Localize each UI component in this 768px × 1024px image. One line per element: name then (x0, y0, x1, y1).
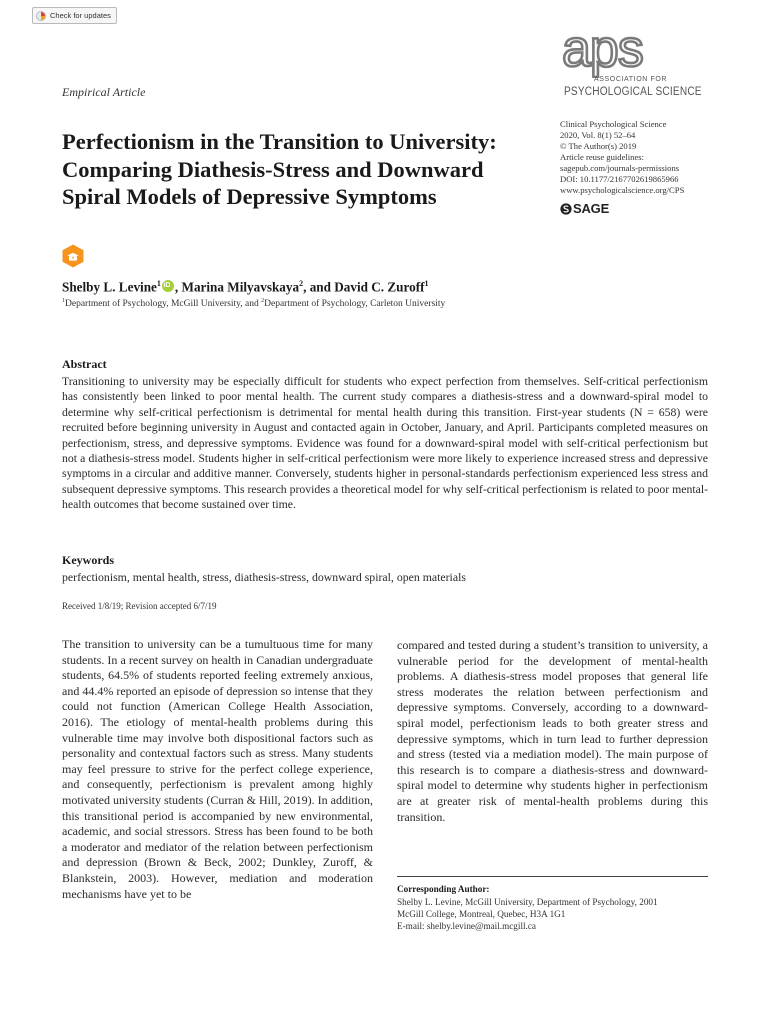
corresponding-author-heading: Corresponding Author: (397, 884, 490, 894)
journal-name: Clinical Psychological Science (560, 119, 667, 129)
aps-logo-line1: ASSOCIATION FOR (594, 76, 668, 83)
corresponding-line: McGill College, Montreal, Quebec, H3A 1G1 (397, 909, 566, 920)
author-affil-sup: 2 (299, 279, 304, 288)
keywords-text: perfectionism, mental health, stress, diathesis-stress, downward spiral, open materials (62, 570, 466, 584)
sage-logo (560, 201, 609, 216)
abstract-heading: Abstract (62, 357, 107, 371)
check-for-updates-icon (36, 11, 46, 21)
svg-text:aps: aps (562, 26, 643, 78)
article-type: Empirical Article (62, 85, 146, 99)
journal-meta (560, 119, 730, 196)
affil-sup: 1 (62, 298, 65, 304)
corresponding-divider (397, 876, 708, 877)
affiliations (62, 298, 445, 309)
aps-logo (560, 26, 702, 104)
author-name: Marina Milyavskaya (181, 279, 300, 295)
doi[interactable]: DOI: 10.1177/2167702619865966 (560, 174, 679, 184)
author-separator: , (174, 279, 182, 295)
affiliation-1: Department of Psychology, McGill University, and (65, 299, 262, 310)
corresponding-author-details (397, 896, 708, 933)
reuse-guidelines: Article reuse guidelines: (560, 152, 644, 162)
check-for-updates-label: Check for updates (50, 11, 111, 20)
corresponding-line: Shelby L. Levine, McGill University, Department of Psychology, 2001 (397, 897, 658, 907)
author-name: David C. Zuroff (334, 279, 425, 295)
author-affil-sup: 1 (156, 279, 161, 288)
author-name: Shelby L. Levine (62, 279, 157, 295)
journal-url[interactable]: www.psychologicalscience.org/CPS (560, 185, 685, 195)
keywords-heading: Keywords (62, 553, 114, 567)
sage-wordmark: SAGE (573, 201, 610, 216)
check-for-updates-badge[interactable] (32, 7, 117, 24)
received-dates: Received 1/8/19; Revision accepted 6/7/19 (62, 601, 217, 611)
corresponding-email[interactable]: E-mail: shelby.levine@mail.mcgill.ca (397, 921, 537, 932)
affil-sup: 2 (261, 298, 265, 304)
aps-wordmark (560, 26, 664, 78)
author-separator: , and (303, 279, 335, 295)
open-materials-badge-icon[interactable] (62, 244, 84, 268)
body-text-right-column: compared and tested during a student’s transition to university, a vulnerable period for the development of mental-health problems. A diathesis-stress model proposes that general life stress moderates the relation between perfectionism and depressive symptoms. Conversely, according to a downward-spiral model, perfectionism leads to both greater stress and depressive symptoms, which in turn lead to further depression and stress (tested via a mediation model). The main purpose of this research is to compare a diathesis-stress and downward-spiral model to determine why students higher in perfectionism are at greater risk of mental-health problems during this transition. (397, 638, 708, 824)
sage-s-icon (560, 203, 572, 215)
article-title: Perfectionism in the Transition to University: Comparing Diathesis-Stress and Downward Spiral Models of Depressive Symptoms (62, 129, 497, 209)
abstract-text: Transitioning to university may be especially difficult for students who expect perfection from themselves. Self-critical perfectionism has consistently been linked to poor mental health. The current study compares a diathesis-stress and a downward-spiral model to determine why self-critical perfectionism is detrimental for mental health during this transition. First-year students (N = 658) were recruited before beginning university in August and contacted again in October, January, and April. Participants completed measures on perfectionism, stress, and depressive symptoms. Evidence was found for a downward-spiral model with self-critical perfectionism but not a diathesis-stress model. Students higher in self-critical perfectionism were more likely to experience increased stress and depressive symptoms in a circular and additive manner. Conversely, students higher in personal-standards perfectionism experienced less stress and subsequent depressive symptoms. This research provides a theoretical model for why self-critical perfectionism is related to poor mental-health outcomes that become sustained over time. (62, 375, 708, 512)
permissions-link[interactable]: sagepub.com/journals-permissions (560, 163, 680, 173)
author-affil-sup: 1 (424, 279, 429, 288)
body-text-left-column: The transition to university can be a tumultuous time for many students. In a recent survey on health in Canadian undergraduate students, 64.5% of students reported feeling extremely anxious, and 44.4% reported an episode of depression so intense that they could not function (American College Health Association, 2016). The etiology of mental-health problems during this vulnerable time may involve both dispositional factors such as personality and contextual factors such as stress. Many students may feel pressure to strive for the perfect college experience, and consequently, perfectionism is prevalent among highly motivated university students (Curran & Hill, 2019). In addition, this transitional period is accompanied by new environmental, academic, and social stressors. Stress has been found to be both a moderator and mediator of the relation between perfectionism and depression (Brown & Beck, 2002; Dunkley, Zuroff, & Blankstein, 2003). However, mediation and moderation mechanisms have yet to be (62, 637, 373, 901)
affiliation-2: Department of Psychology, Carleton University (264, 299, 446, 310)
copyright: © The Author(s) 2019 (560, 141, 637, 151)
author-list (62, 279, 429, 295)
orcid-icon[interactable] (162, 280, 174, 292)
aps-logo-line2: PSYCHOLOGICAL SCIENCE (564, 86, 702, 98)
journal-volume: 2020, Vol. 8(1) 52–64 (560, 130, 636, 140)
